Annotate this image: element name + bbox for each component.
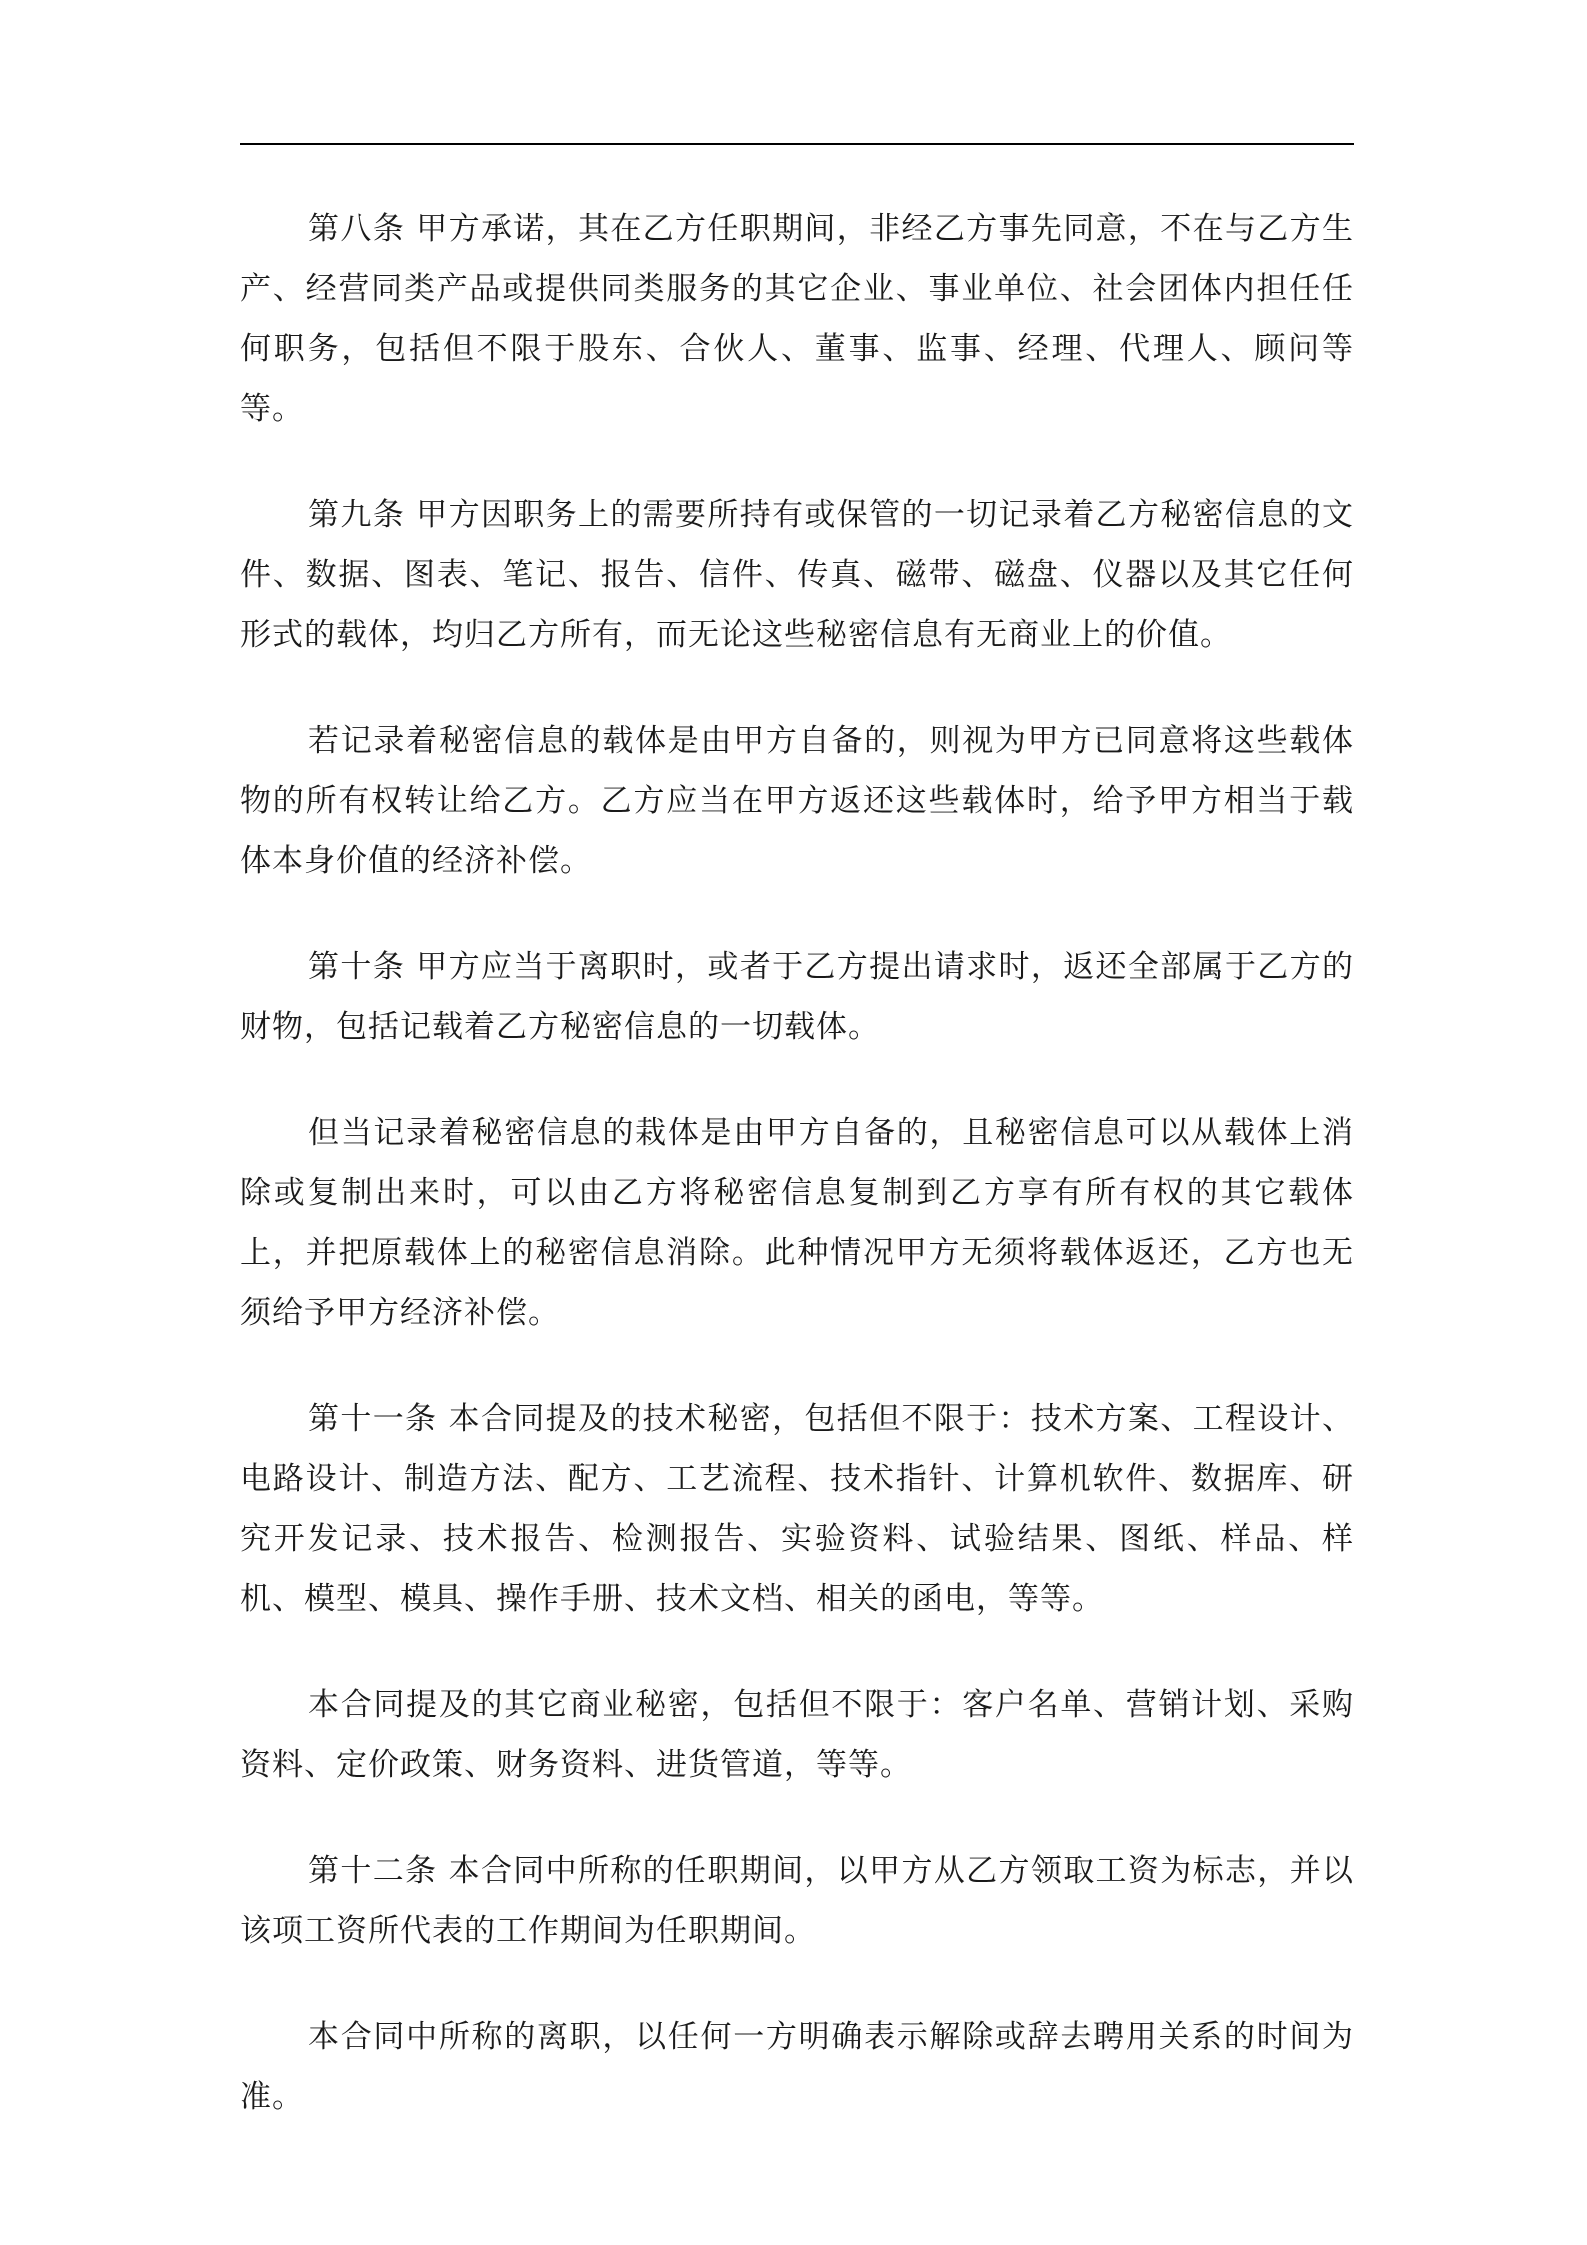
paragraph-article-10-supplement: 但当记录着秘密信息的栽体是由甲方自备的，且秘密信息可以从载体上消除或复制出来时，可以由乙方将秘密信息复制到乙方享有所有权的其它载体上，并把原载体上的秘密信息消除。此种情况甲方无须将载体返还，乙方也无须给予甲方经济补偿。	[240, 1115, 1354, 1331]
paragraph-article-12-supplement: 本合同中所称的离职，以任何一方明确表示解除或辞去聘用关系的时间为准。	[240, 2019, 1354, 2115]
paragraph-article-11: 第十一条 本合同提及的技术秘密，包括但不限于：技术方案、工程设计、电路设计、制造方法、配方、工艺流程、技术指针、计算机软件、数据库、研究开发记录、技术报告、检测报告、实验资料、试验结果、图纸、样品、样机、模型、模具、操作手册、技术文档、相关的函电，等等。	[240, 1401, 1354, 1617]
paragraph-article-9: 第九条 甲方因职务上的需要所持有或保管的一切记录着乙方秘密信息的文件、数据、图表、笔记、报告、信件、传真、磁带、磁盘、仪器以及其它任何形式的载体，均归乙方所有，而无论这些秘密信息有无商业上的价值。	[240, 497, 1354, 653]
paragraph-article-11-supplement: 本合同提及的其它商业秘密，包括但不限于：客户名单、营销计划、采购资料、定价政策、财务资料、进货管道，等等。	[240, 1687, 1354, 1783]
document-body	[240, 199, 1354, 2173]
header-rule	[240, 143, 1354, 145]
paragraph-article-8: 第八条 甲方承诺，其在乙方任职期间，非经乙方事先同意，不在与乙方生产、经营同类产品或提供同类服务的其它企业、事业单位、社会团体内担任任何职务，包括但不限于股东、合伙人、董事、监事、经理、代理人、顾问等等。	[240, 211, 1354, 427]
paragraph-article-9-supplement: 若记录着秘密信息的载体是由甲方自备的，则视为甲方已同意将这些载体物的所有权转让给乙方。乙方应当在甲方返还这些载体时，给予甲方相当于载体本身价值的经济补偿。	[240, 723, 1354, 879]
paragraph-article-10: 第十条 甲方应当于离职时，或者于乙方提出请求时，返还全部属于乙方的财物，包括记载着乙方秘密信息的一切载体。	[240, 949, 1354, 1045]
paragraph-article-12: 第十二条 本合同中所称的任职期间，以甲方从乙方领取工资为标志，并以该项工资所代表的工作期间为任职期间。	[240, 1853, 1354, 1949]
